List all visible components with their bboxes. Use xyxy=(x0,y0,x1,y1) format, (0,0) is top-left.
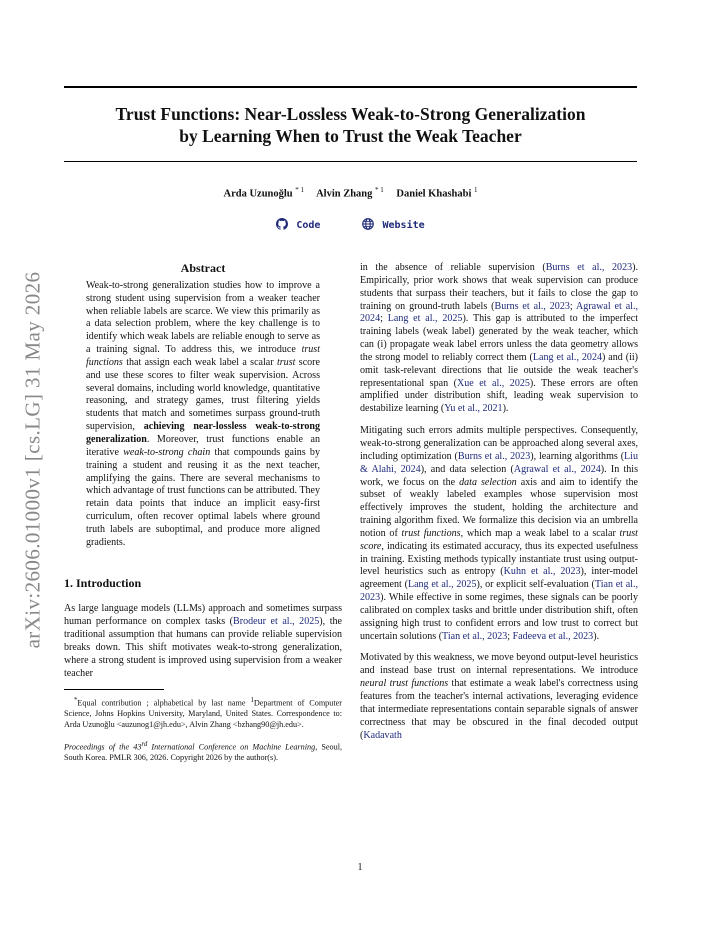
arxiv-stamp: arXiv:2606.01000v1 [cs.LG] 31 May 2026 xyxy=(20,271,45,649)
body-emphasis: trust score xyxy=(360,527,638,552)
abstract-body xyxy=(86,280,320,550)
abstract-text: that compounds gains by training a student and reusing it as the next teacher, amplifying the gains. There are several mechanisms to which advantage of trust functions can be attributed. They retain data points that induce an implicit easy-first curriculum, often recover optimal labels where ground truth labels are suboptimal, and produce more aligned gradients. xyxy=(86,446,320,548)
body-paragraph xyxy=(360,425,638,643)
citation-link[interactable]: Fadeeva et al., 2023 xyxy=(512,630,594,642)
abstract-emphasis: weak-to-strong chain xyxy=(123,446,211,458)
body-text: ), inter-model agreement ( xyxy=(360,566,639,591)
citation-link[interactable]: Burns et al., 2023 xyxy=(545,262,633,273)
body-emphasis: trust functions xyxy=(401,527,461,539)
footnote-marker: 1 xyxy=(250,697,254,705)
author-list xyxy=(64,186,637,200)
citation-link[interactable]: Lang et al., 2025 xyxy=(387,313,463,325)
citation-link[interactable]: Brodeur et al., 2025 xyxy=(233,616,320,628)
abstract-heading: Abstract xyxy=(180,261,226,275)
body-text: ), or explicit self-evaluation ( xyxy=(476,579,595,591)
body-emphasis: neural trust functions xyxy=(360,678,449,690)
title-line-1: Trust Functions: Near-Lossless Weak-to-Strong Generalization xyxy=(115,104,586,124)
proceedings-note xyxy=(64,740,342,763)
resource-links xyxy=(64,218,637,231)
citation-link[interactable]: Tian et al., 2023 xyxy=(360,579,638,604)
body-text: Motivated by this weakness, we move beyond output-level heuristics and instead base trust on internal representations. We introduce xyxy=(360,652,638,677)
citation-link[interactable]: Agrawal et al., 2024 xyxy=(513,463,601,475)
citation-link[interactable]: Kuhn et al., 2023 xyxy=(503,566,581,578)
title-bottom-rule xyxy=(64,161,637,162)
proceedings-number: 43 xyxy=(133,742,142,752)
body-text: in the absence of reliable supervision ( xyxy=(360,262,546,273)
citation-link[interactable]: Kadavath xyxy=(363,729,402,741)
proceedings-text: International Conference on Machine Learning xyxy=(147,742,316,752)
body-text: ; xyxy=(569,300,577,312)
proceedings-text: Proceedings of the xyxy=(64,742,134,752)
footnote-rule xyxy=(64,689,164,690)
abstract-emphasis: trust functions xyxy=(86,344,320,368)
citation-link[interactable]: Xue et al., 2025 xyxy=(456,377,530,389)
abstract-emphasis: trust xyxy=(276,356,296,368)
body-text: ). In this work, we focus on the xyxy=(360,463,638,488)
citation-link[interactable]: Liu & Alahi, 2024 xyxy=(360,450,638,475)
body-text: Mitigating such errors admits multiple perspectives. Consequently, weak-to-strong generalization can be approached along several axes, including optimization ( xyxy=(360,425,638,462)
body-text: ; xyxy=(380,313,388,325)
body-paragraph xyxy=(360,262,638,416)
body-paragraph xyxy=(360,652,638,742)
author-name: Daniel Khashabi xyxy=(396,188,472,200)
code-link-label: Code xyxy=(296,220,321,231)
body-text: ). These errors are often amplified under distribution shift, leading weak supervision to destabilize learning ( xyxy=(360,377,638,415)
footnote-text: Equal contribution ; alphabetical by last name xyxy=(77,699,251,709)
footnote-marker: * xyxy=(74,697,78,705)
author-affiliation: * 1 xyxy=(295,186,305,194)
proceedings-ordinal: rd xyxy=(141,740,148,748)
body-text: axis and aim to identify the subset of weakly labeled examples whose supervision most effectively improves the student, holding the architecture and training algorithm fixed. We formalize this decision via an umbrella notion of xyxy=(360,476,638,539)
citation-link[interactable]: Lang et al., 2024 xyxy=(532,351,602,363)
body-text: ), and data selection ( xyxy=(420,463,514,475)
body-text: ). While effective in some regimes, these signals can be poorly calibrated on complex tasks and brittle under distribution shift, often assigning high trust to confident errors and low trust to correct but uncertain solutions ( xyxy=(360,592,638,642)
top-rule xyxy=(64,86,637,88)
website-link[interactable] xyxy=(362,218,424,231)
abstract-text: that assign each weak label a scalar xyxy=(122,356,277,368)
proceedings-text: , Seoul, South Korea. PMLR 306, 2026. Copyright 2026 by the author(s). xyxy=(64,742,343,762)
body-text: ). Empirically, prior work shows that weak supervision can produce students that surpass their teachers, but it fails to close the gap to training on ground-truth labels ( xyxy=(360,262,638,312)
citation-link[interactable]: Tian et al., 2023 xyxy=(442,630,508,642)
body-text: ; xyxy=(507,630,513,642)
abstract-text: score and use these scores to filter weak supervision. Across several domains, including world knowledge, quantitative reasoning, and strategy games, trust filtering yields students that match and sometimes surpass ground-truth supervision, xyxy=(86,356,320,433)
introduction-heading: 1. Introduction xyxy=(64,575,142,590)
footnote-text: Department of Computer Science, Johns Hopkins University, Maryland, United States. Correspondence to: Arda Uzunoğlu <auzunog1@jh.edu>, Alvin Zhang <bzhang90@jh.edu>. xyxy=(64,699,343,729)
body-text: ), the traditional assumption that humans can provide reliable supervision breaks down. This shift motivates weak-to-strong generalization, where a strong student is improved using supervision from a weaker teacher xyxy=(64,616,342,679)
globe-icon xyxy=(362,218,374,230)
citation-link[interactable]: Burns et al., 2023 xyxy=(494,300,570,312)
paper-title xyxy=(64,103,637,147)
citation-link[interactable]: Burns et al., 2023 xyxy=(457,450,531,462)
body-text: ). xyxy=(502,403,509,415)
title-line-2: by Learning When to Trust the Weak Teacher xyxy=(179,126,522,146)
body-text: , indicating its estimated accuracy, thus its expected usefulness in training. Existing methods typically instantiate trust using output-level heuristics such as entropy ( xyxy=(360,540,638,578)
body-text: As large language models (LLMs) approach and sometimes surpass human performance on complex tasks ( xyxy=(64,603,342,628)
github-icon xyxy=(276,218,288,230)
citation-link[interactable]: Lang et al., 2025 xyxy=(407,579,477,591)
page-number: 1 xyxy=(357,862,363,873)
body-text: , which map a weak label to a scalar xyxy=(460,527,620,539)
body-text: ), learning algorithms ( xyxy=(530,450,625,462)
body-text: ) and (ii) omit task-relevant directions that lie outside the weak teacher's representational span ( xyxy=(360,351,639,389)
abstract-bold: achieving near-lossless weak-to-strong generalization xyxy=(86,421,320,445)
author-affiliation: 1 xyxy=(474,186,478,194)
abstract-text: Weak-to-strong generalization studies how to improve a strong student using supervision from a weaker teacher when reliable labels are scarce. We view this primarily as a data selection problem, where the key challenge is to identify which weak labels are reliable enough to serve as a training signal. To address this, we introduce xyxy=(86,279,320,356)
body-emphasis: data selection xyxy=(459,476,517,488)
author-affiliation: * 1 xyxy=(375,186,384,194)
body-text: that estimate a weak label's correctness using features from the teacher's internal activations, leveraging evidence that intermediate representations contain separable signals of answer correctness that may be obscured in the final decoded output ( xyxy=(360,678,638,741)
code-link[interactable] xyxy=(276,218,320,231)
author-name: Arda Uzunoğlu xyxy=(223,188,293,200)
abstract-text: . Moreover, trust functions enable an iterative xyxy=(86,433,320,458)
author-name: Alvin Zhang xyxy=(316,188,373,200)
website-link-label: Website xyxy=(382,220,425,231)
body-text: ). This gap is attributed to the imperfect training labels (weak label) generated by the weak teacher, which can (i) propagate weak label errors unless the data geometry allows the strong model to reliably correct them ( xyxy=(360,313,639,363)
footnote xyxy=(64,696,342,729)
left-column xyxy=(64,262,342,763)
citation-link[interactable]: Agrawal et al., 2024 xyxy=(360,300,638,325)
body-text: ). xyxy=(593,630,600,642)
right-column xyxy=(360,262,638,751)
introduction-paragraph xyxy=(64,603,342,680)
citation-link[interactable]: Yu et al., 2021 xyxy=(444,403,503,415)
